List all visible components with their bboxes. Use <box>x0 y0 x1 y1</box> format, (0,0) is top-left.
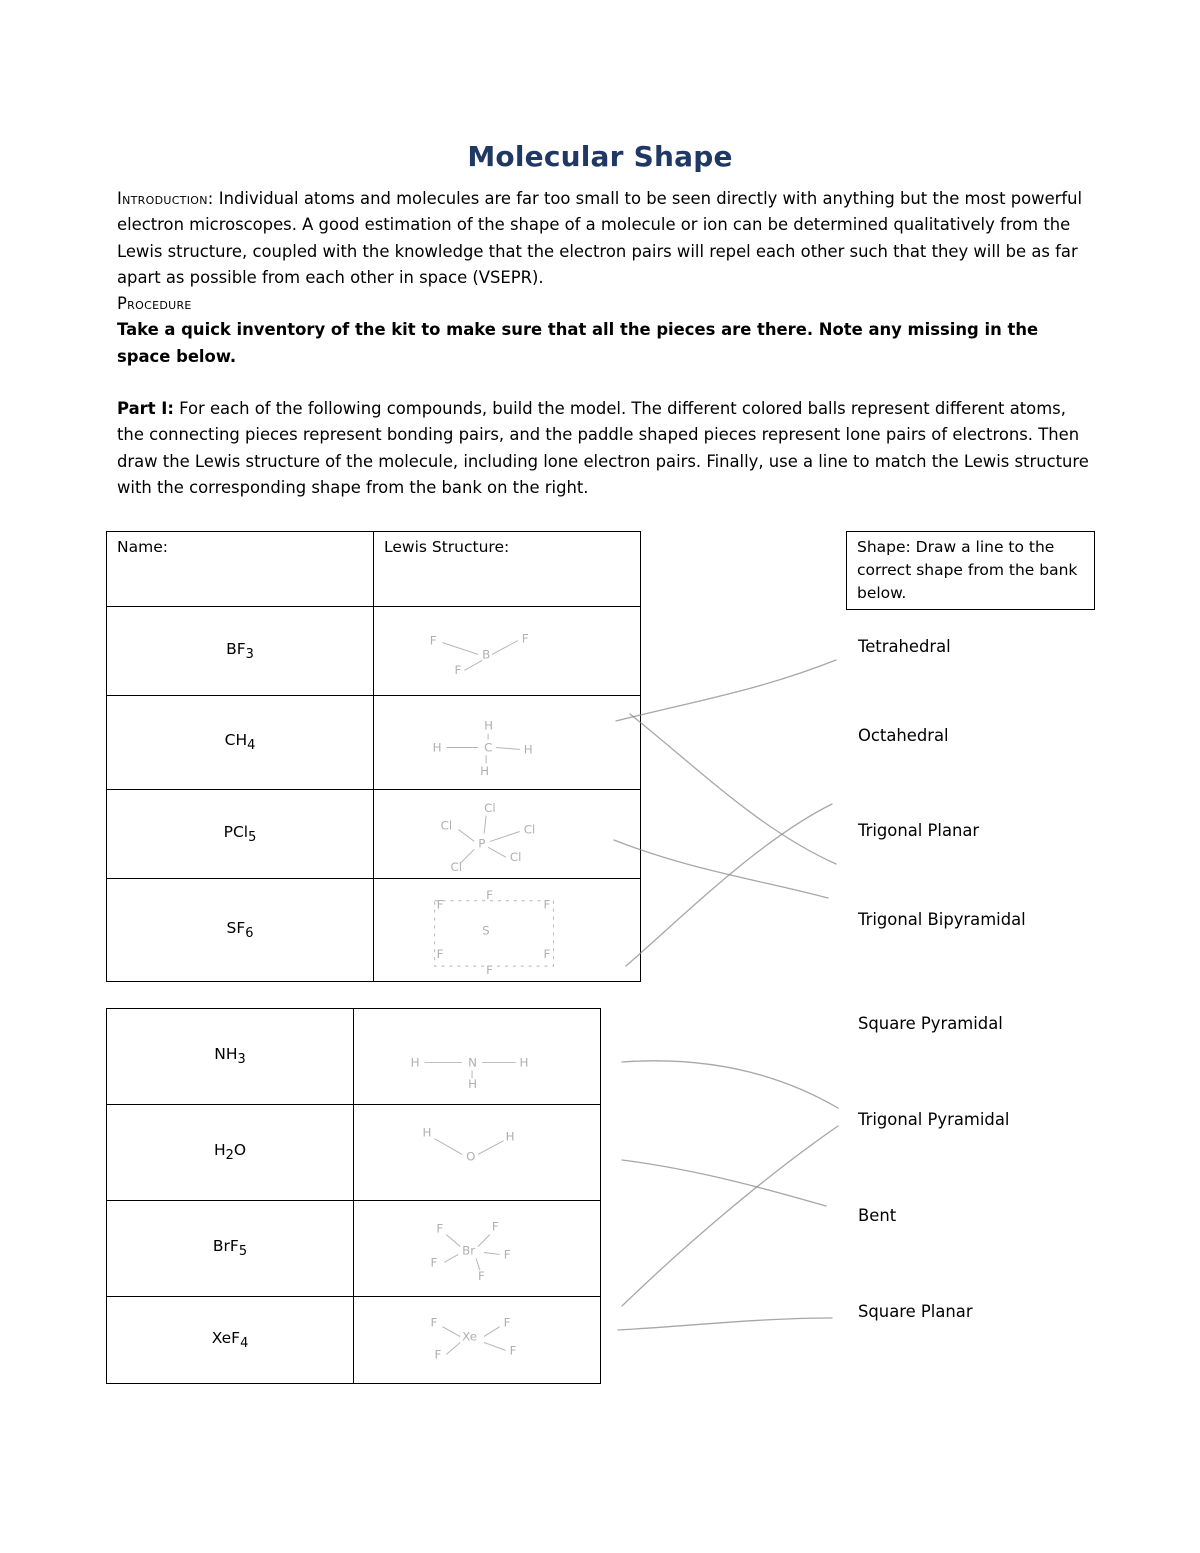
compound-name-sf6: $SF_6$ <box>107 879 374 982</box>
compound-name-nh3: $NH_3$ <box>107 1009 354 1105</box>
svg-text:F: F <box>486 887 493 902</box>
match-line-bf3 <box>630 714 836 864</box>
svg-text:F: F <box>454 663 462 678</box>
part1-paragraph <box>117 396 1092 501</box>
svg-text:F: F <box>429 633 437 648</box>
table-header-row <box>107 532 641 607</box>
table-row <box>107 1009 601 1105</box>
svg-text:H: H <box>432 740 442 755</box>
lewis-cell-h2o[interactable] <box>354 1105 601 1201</box>
match-line-h2o <box>622 1160 826 1206</box>
shape-octahedral[interactable]: Octahedral <box>858 726 949 745</box>
match-line-brf5 <box>622 1126 838 1306</box>
intro-text: Individual atoms and molecules are far too small to be seen directly with anything but the most powerful electron microscopes. A good estimation of the shape of a molecule or ion can be determined qualitatively from the Lewis structure, coupled with the knowledge that the electron pairs will repel each other such that they will be as far apart as possible from each other in space (VSEPR). <box>117 189 1083 287</box>
svg-text:H: H <box>410 1055 420 1070</box>
table-row <box>107 696 641 790</box>
lewis-sketch-nh3 <box>354 1009 600 1104</box>
svg-text:H: H <box>505 1129 515 1144</box>
svg-text:F: F <box>543 947 551 962</box>
shape-bent[interactable]: Bent <box>858 1206 897 1225</box>
compound-name-xef4: XeF$_4$ <box>107 1297 354 1384</box>
compound-name-ch4: $CH_4$ <box>107 696 374 790</box>
header-name: Name: <box>107 532 374 607</box>
compound-name-pcl5: PCl$_5$ <box>107 790 374 879</box>
svg-text:S: S <box>482 923 490 938</box>
svg-text:H: H <box>523 742 533 757</box>
svg-text:F: F <box>436 1221 444 1236</box>
match-line-sf6 <box>626 804 832 966</box>
svg-text:F: F <box>503 1315 511 1330</box>
svg-text:Cl: Cl <box>509 850 522 865</box>
lewis-sketch-bf3 <box>374 607 620 695</box>
shape-tetrahedral[interactable]: Tetrahedral <box>858 637 951 656</box>
match-line-nh3 <box>622 1061 838 1108</box>
lewis-sketch-pcl5 <box>374 790 620 878</box>
svg-text:Xe: Xe <box>462 1329 478 1344</box>
svg-text:H: H <box>484 718 494 733</box>
compound-name-bf3: $BF_3$ <box>107 607 374 696</box>
lewis-sketch-ch4 <box>374 696 620 789</box>
lewis-cell-pcl5[interactable] <box>374 790 641 879</box>
svg-text:C: C <box>484 740 493 755</box>
svg-text:F: F <box>486 963 493 978</box>
svg-text:Br: Br <box>462 1243 476 1258</box>
shape-trigonal-bipyramidal[interactable]: Trigonal Bipyramidal <box>858 910 1026 929</box>
shape-bank-header: Shape: Draw a line to the correct shape from the bank below. <box>846 531 1095 610</box>
part1-text: For each of the following compounds, build the model. The different colored balls represent different atoms, the connecting pieces represent bonding pairs, and the paddle shaped pieces represent lone pairs of electrons. Then draw the Lewis structure of the molecule, including lone electron pairs. Finally, use a line to match the Lewis structure with the corresponding shape from the bank on the right. <box>117 399 1089 497</box>
lewis-sketch-h2o <box>354 1105 600 1200</box>
svg-text:F: F <box>436 897 444 912</box>
shape-square-planar[interactable]: Square Planar <box>858 1302 973 1321</box>
svg-text:F: F <box>430 1255 438 1270</box>
lewis-cell-nh3[interactable] <box>354 1009 601 1105</box>
svg-text:H: H <box>480 764 490 779</box>
svg-text:F: F <box>434 1347 442 1362</box>
svg-text:P: P <box>478 836 486 851</box>
shape-trigonal-pyramidal[interactable]: Trigonal Pyramidal <box>858 1110 1010 1129</box>
table-row <box>107 1297 601 1384</box>
procedure-instruction: Take a quick inventory of the kit to make sure that all the pieces are there. Note any missing in the space below. <box>117 320 1039 366</box>
compound-table-2 <box>106 1008 601 1384</box>
svg-text:F: F <box>503 1247 511 1262</box>
missing-pieces-space[interactable] <box>117 370 1092 396</box>
svg-text:Cl: Cl <box>440 818 453 833</box>
svg-text:H: H <box>422 1125 432 1140</box>
lewis-cell-sf6[interactable] <box>374 879 641 982</box>
intro-paragraph <box>117 186 1092 291</box>
lewis-cell-ch4[interactable] <box>374 696 641 790</box>
svg-text:F: F <box>491 1219 499 1234</box>
compound-table-1 <box>106 531 641 982</box>
shape-trigonal-planar[interactable]: Trigonal Planar <box>858 821 980 840</box>
svg-text:B: B <box>482 647 491 662</box>
svg-text:N: N <box>468 1055 477 1070</box>
table-row <box>107 790 641 879</box>
svg-text:F: F <box>477 1269 485 1284</box>
part1-label: Part I: <box>117 399 174 419</box>
table-row <box>107 607 641 696</box>
intro-section <box>117 186 1092 501</box>
svg-text:O: O <box>466 1149 476 1164</box>
compound-name-h2o: $H_2O$ <box>107 1105 354 1201</box>
match-line-pcl5 <box>614 840 828 898</box>
lewis-sketch-sf6 <box>374 879 620 981</box>
intro-heading: Introduction: <box>117 189 214 208</box>
svg-text:F: F <box>430 1315 438 1330</box>
table-row <box>107 879 641 982</box>
match-line-ch4 <box>616 660 836 721</box>
svg-text:Cl: Cl <box>484 800 496 815</box>
procedure-heading: Procedure <box>117 294 192 314</box>
lewis-sketch-xef4 <box>354 1297 600 1383</box>
svg-text:F: F <box>436 947 444 962</box>
match-line-xef4 <box>618 1318 832 1330</box>
table-row <box>107 1105 601 1201</box>
lewis-cell-brf5[interactable] <box>354 1201 601 1297</box>
svg-text:F: F <box>543 897 551 912</box>
lewis-cell-xef4[interactable] <box>354 1297 601 1384</box>
header-lewis: Lewis Structure: <box>374 532 641 607</box>
svg-text:H: H <box>519 1055 529 1070</box>
svg-text:Cl: Cl <box>450 860 463 875</box>
lewis-cell-bf3[interactable] <box>374 607 641 696</box>
table-row <box>107 1201 601 1297</box>
lewis-sketch-brf5 <box>354 1201 600 1296</box>
svg-text:F: F <box>521 631 529 646</box>
svg-text:Cl: Cl <box>523 822 536 837</box>
shape-square-pyramidal[interactable]: Square Pyramidal <box>858 1014 1003 1033</box>
compound-name-brf5: BrF$_5$ <box>107 1201 354 1297</box>
page-title: Molecular Shape <box>467 140 733 173</box>
svg-text:F: F <box>509 1343 517 1358</box>
svg-text:H: H <box>468 1077 478 1092</box>
